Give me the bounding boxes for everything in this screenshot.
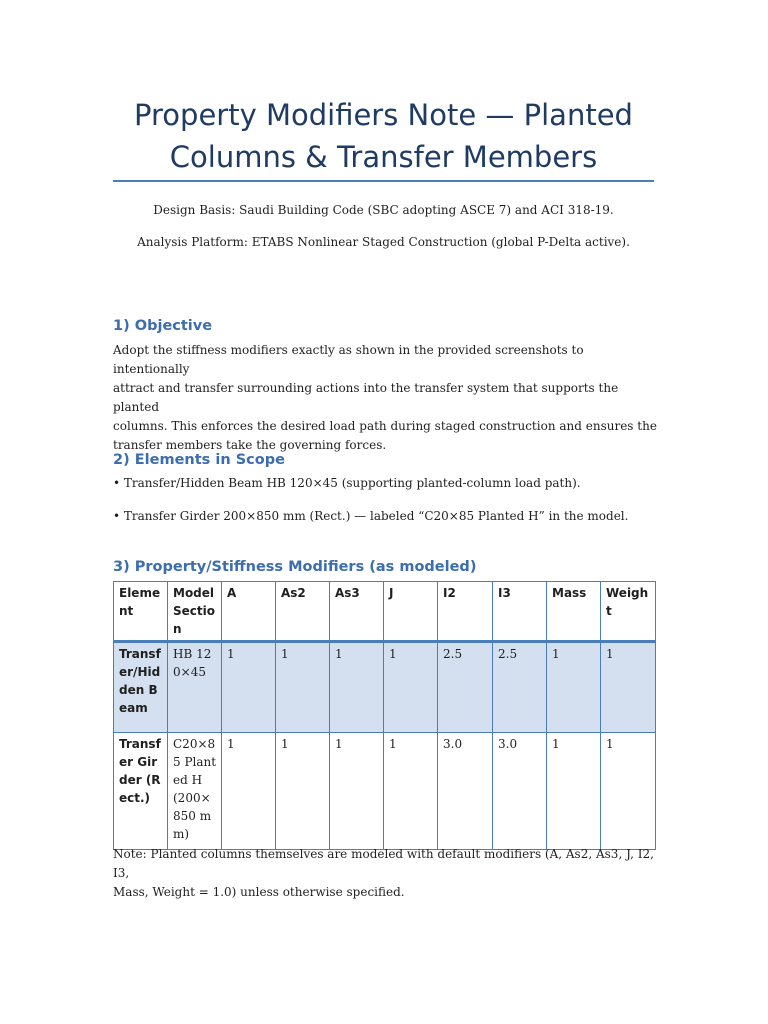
- column-header: As3: [330, 582, 384, 642]
- scope-bullet: • Transfer Girder 200×850 mm (Rect.) — labeled “C20×85 Planted H” in the model.: [113, 509, 629, 523]
- objective-line: transfer members take the governing forces.: [113, 438, 387, 452]
- table-cell: 1: [601, 733, 656, 850]
- table-cell: 1: [547, 733, 601, 850]
- objective-line: attract and transfer surrounding actions into the transfer system that supports the planted: [113, 381, 619, 414]
- column-header: I2: [438, 582, 493, 642]
- page-title: [113, 94, 654, 178]
- column-header: Model Section: [168, 582, 222, 642]
- modifiers-table: [113, 581, 656, 850]
- table-cell: Transfer/Hidden Beam: [114, 642, 168, 733]
- objective-line: columns. This enforces the desired load path during staged construction and ensures the: [113, 419, 657, 433]
- table-cell: C20×85 Planted H (200×850 mm): [168, 733, 222, 850]
- analysis-platform: Analysis Platform: ETABS Nonlinear Staged Construction (global P-Delta active).: [137, 235, 630, 249]
- table-row: [114, 733, 656, 850]
- table-cell: 1: [330, 733, 384, 850]
- title-line-1: Property Modifiers Note — Planted: [134, 98, 633, 132]
- table-cell: 1: [547, 642, 601, 733]
- table-note: [113, 845, 658, 902]
- table-cell: 1: [330, 642, 384, 733]
- table-cell: 1: [222, 733, 276, 850]
- column-header: Weight: [601, 582, 656, 642]
- column-header: Mass: [547, 582, 601, 642]
- table-cell: 1: [384, 733, 438, 850]
- scope-bullet: • Transfer/Hidden Beam HB 120×45 (supporting planted-column load path).: [113, 476, 581, 490]
- table-cell: 3.0: [438, 733, 493, 850]
- table-cell: 1: [276, 733, 330, 850]
- table-header-row: [114, 582, 656, 642]
- title-underline: [113, 180, 654, 182]
- column-header: Element: [114, 582, 168, 642]
- note-line: Note: Planted columns themselves are modeled with default modifiers (A, As2, As3, J, I2, I3,: [113, 847, 654, 880]
- design-basis: Design Basis: Saudi Building Code (SBC adopting ASCE 7) and ACI 318-19.: [153, 203, 614, 217]
- table-cell: Transfer Girder (Rect.): [114, 733, 168, 850]
- table-cell: 2.5: [493, 642, 547, 733]
- column-header: A: [222, 582, 276, 642]
- section-modifiers-heading: 3) Property/Stiffness Modifiers (as modeled): [113, 559, 477, 575]
- title-line-2: Columns & Transfer Members: [169, 140, 598, 174]
- table-cell: 2.5: [438, 642, 493, 733]
- note-line: Mass, Weight = 1.0) unless otherwise specified.: [113, 885, 405, 899]
- table-cell: HB 120×45: [168, 642, 222, 733]
- table-cell: 1: [384, 642, 438, 733]
- table-row: [114, 642, 656, 733]
- table-cell: 1: [276, 642, 330, 733]
- table-cell: 1: [601, 642, 656, 733]
- column-header: I3: [493, 582, 547, 642]
- column-header: As2: [276, 582, 330, 642]
- section-objective-heading: 1) Objective: [113, 318, 213, 334]
- objective-paragraph: [113, 341, 658, 455]
- column-header: J: [384, 582, 438, 642]
- table-cell: 1: [222, 642, 276, 733]
- table-cell: 3.0: [493, 733, 547, 850]
- section-scope-heading: 2) Elements in Scope: [113, 452, 285, 468]
- objective-line: Adopt the stiffness modifiers exactly as shown in the provided screenshots to intentionally: [113, 343, 584, 376]
